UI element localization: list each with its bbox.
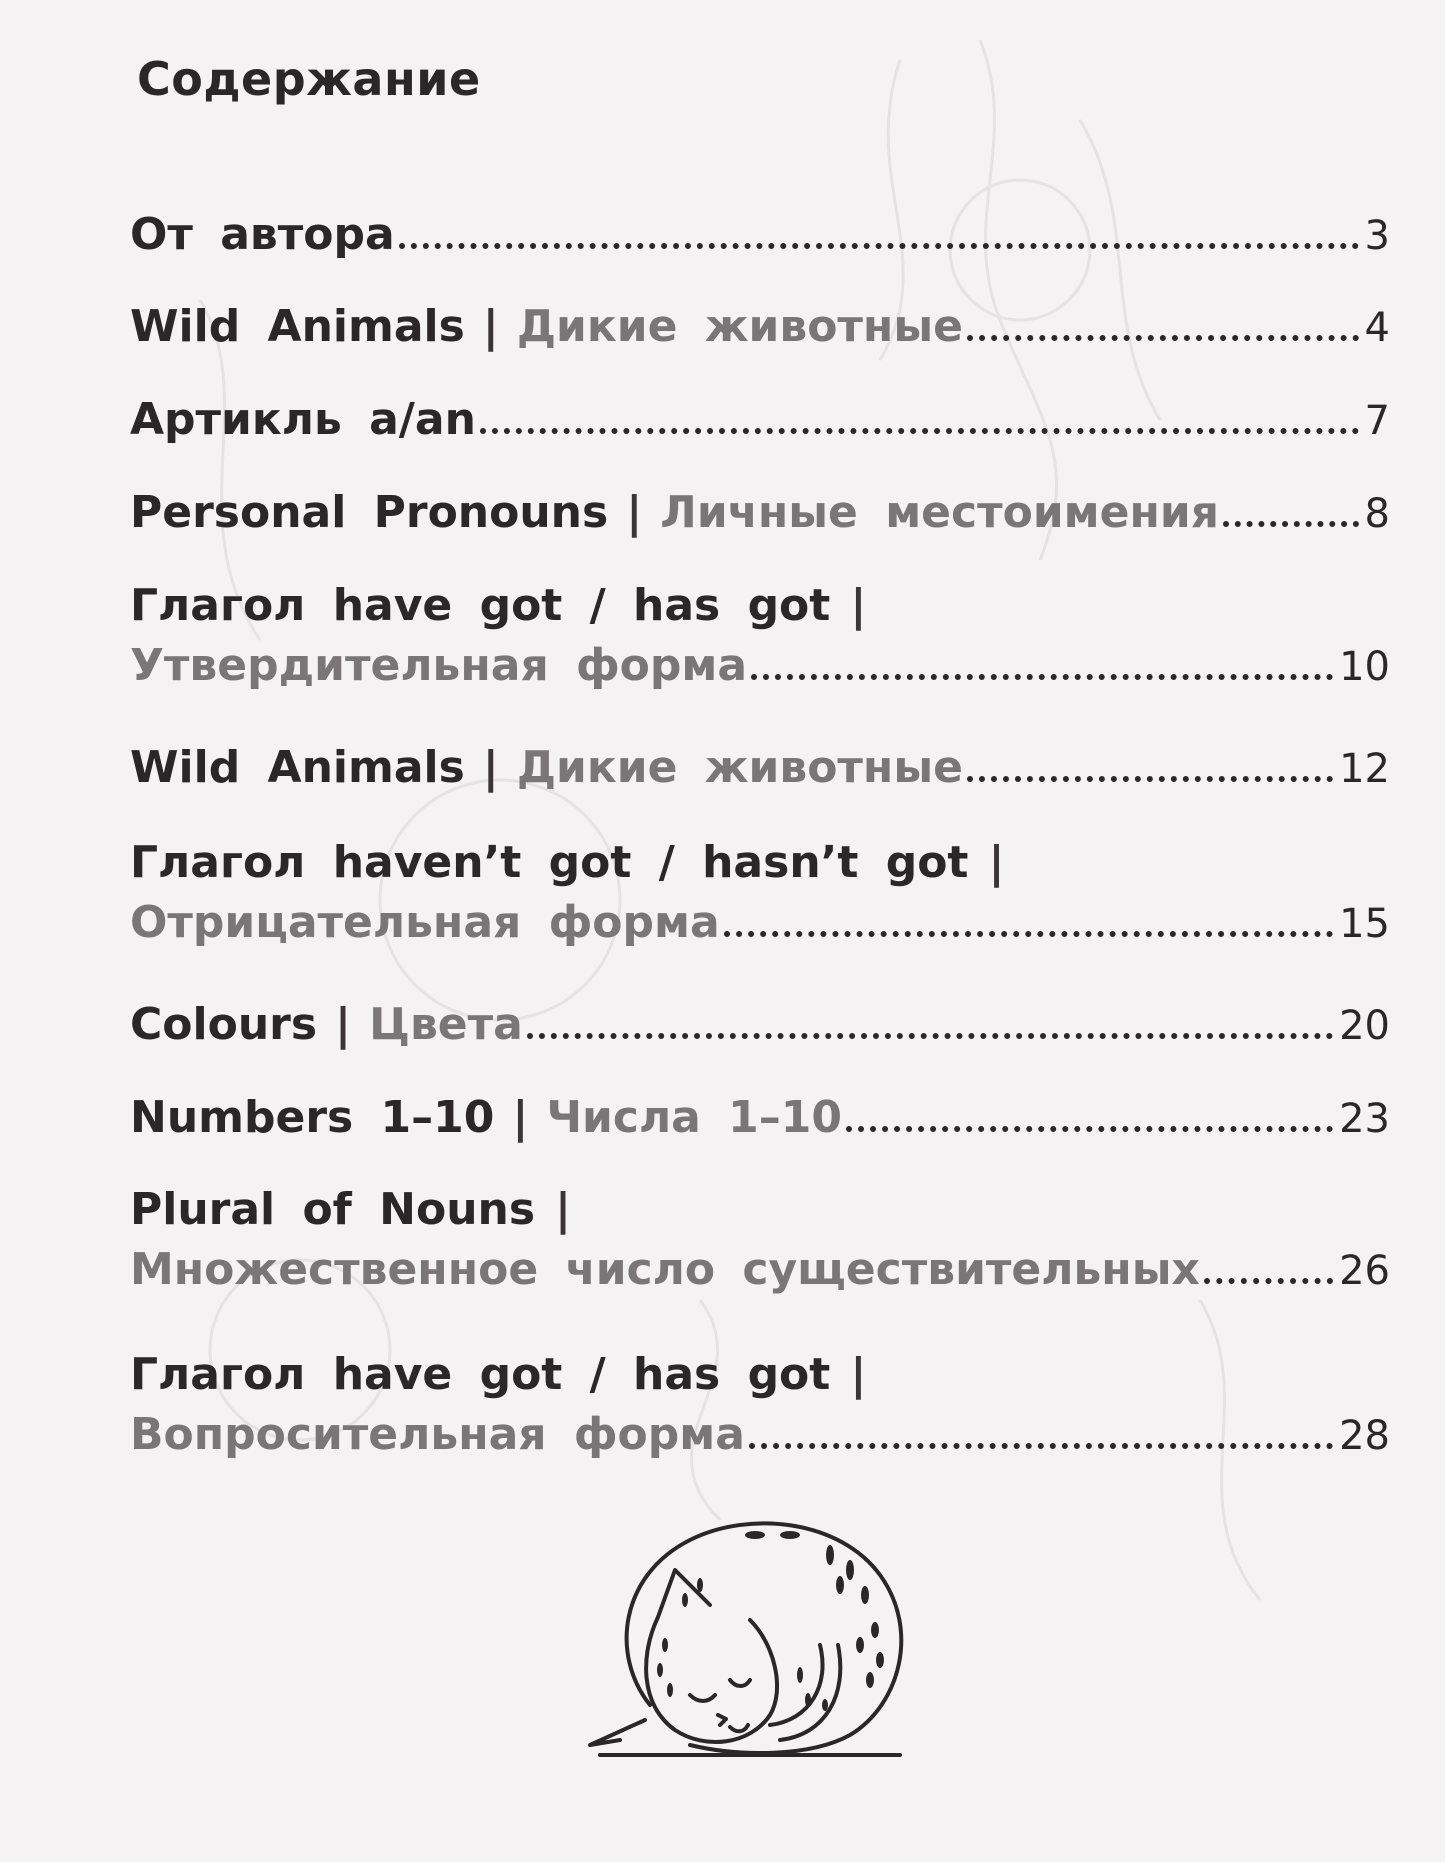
toc-entry-title: Personal Pronouns: [130, 487, 609, 538]
separator-bar: |: [482, 301, 499, 352]
toc-entry-title: Глагол have got / has got: [130, 1349, 831, 1400]
page-number: 23: [1339, 1096, 1390, 1142]
toc-entry-translation: Числа 1–10: [546, 1092, 843, 1143]
toc-entry[interactable]: [130, 995, 1390, 1055]
toc-entry[interactable]: [130, 297, 1390, 357]
toc-entry-translation: Личные местоимения: [660, 487, 1219, 538]
separator-bar: |: [335, 999, 352, 1050]
toc-entry[interactable]: [130, 1345, 1390, 1465]
leader-dots: [749, 1443, 1333, 1449]
separator-bar: |: [850, 1349, 867, 1400]
toc-entry-title: Артикль a/an: [130, 394, 476, 445]
toc-entry-title: От автора: [130, 209, 395, 260]
leader-dots: [399, 243, 1359, 249]
page-number: 15: [1339, 901, 1390, 947]
leader-dots: [527, 1033, 1333, 1039]
leader-dots: [1223, 521, 1359, 527]
sleeping-cat-icon: [580, 1505, 940, 1765]
toc-entry-translation: Отрицательная форма: [130, 897, 720, 948]
toc-entry-translation: Дикие животные: [516, 742, 963, 793]
toc-entry-title: Numbers 1–10: [130, 1092, 495, 1143]
toc-entry[interactable]: [130, 483, 1390, 543]
page-number: 10: [1339, 644, 1390, 690]
toc-entry-translation: Цвета: [369, 999, 523, 1050]
toc-entry[interactable]: [130, 390, 1390, 450]
separator-bar: |: [626, 487, 643, 538]
toc-entry-translation: Дикие животные: [516, 301, 963, 352]
page-number: 7: [1364, 398, 1390, 444]
page-number: 12: [1339, 746, 1390, 792]
toc-entry[interactable]: [130, 576, 1390, 696]
toc-entry[interactable]: [130, 1088, 1390, 1148]
toc-entry-title: Plural of Nouns: [130, 1184, 536, 1235]
separator-bar: |: [850, 580, 867, 631]
toc-entry[interactable]: [130, 833, 1390, 953]
leader-dots: [846, 1126, 1333, 1132]
toc-entry[interactable]: [130, 205, 1390, 265]
leader-dots: [967, 335, 1359, 341]
page-number: 20: [1339, 1003, 1390, 1049]
toc-entry-translation: Вопросительная форма: [130, 1409, 745, 1460]
separator-bar: |: [988, 837, 1005, 888]
toc-entry-title: Глагол have got / has got: [130, 580, 831, 631]
page-number: 4: [1364, 305, 1390, 351]
separator-bar: |: [512, 1092, 529, 1143]
leader-dots: [724, 931, 1333, 937]
toc-entry-title: Глагол haven’t got / hasn’t got: [130, 837, 969, 888]
toc-entry-title: Wild Animals: [130, 301, 465, 352]
page-title: Содержание: [137, 52, 481, 106]
page-number: 28: [1339, 1413, 1390, 1459]
leader-dots: [1204, 1278, 1333, 1284]
separator-bar: |: [555, 1184, 572, 1235]
toc-entry-translation: Утвердительная форма: [130, 640, 748, 691]
toc-entry-title: Wild Animals: [130, 742, 465, 793]
page-number: 8: [1364, 491, 1390, 537]
page-number: 3: [1364, 213, 1390, 259]
leader-dots: [480, 428, 1359, 434]
separator-bar: |: [482, 742, 499, 793]
leader-dots: [751, 674, 1333, 680]
leader-dots: [967, 776, 1333, 782]
toc-entry-translation: Множественное число существительных: [130, 1244, 1200, 1295]
toc-entry-title: Colours: [130, 999, 318, 1050]
page-number: 26: [1339, 1248, 1390, 1294]
toc-entry[interactable]: [130, 1180, 1390, 1300]
toc-entry[interactable]: [130, 738, 1390, 798]
